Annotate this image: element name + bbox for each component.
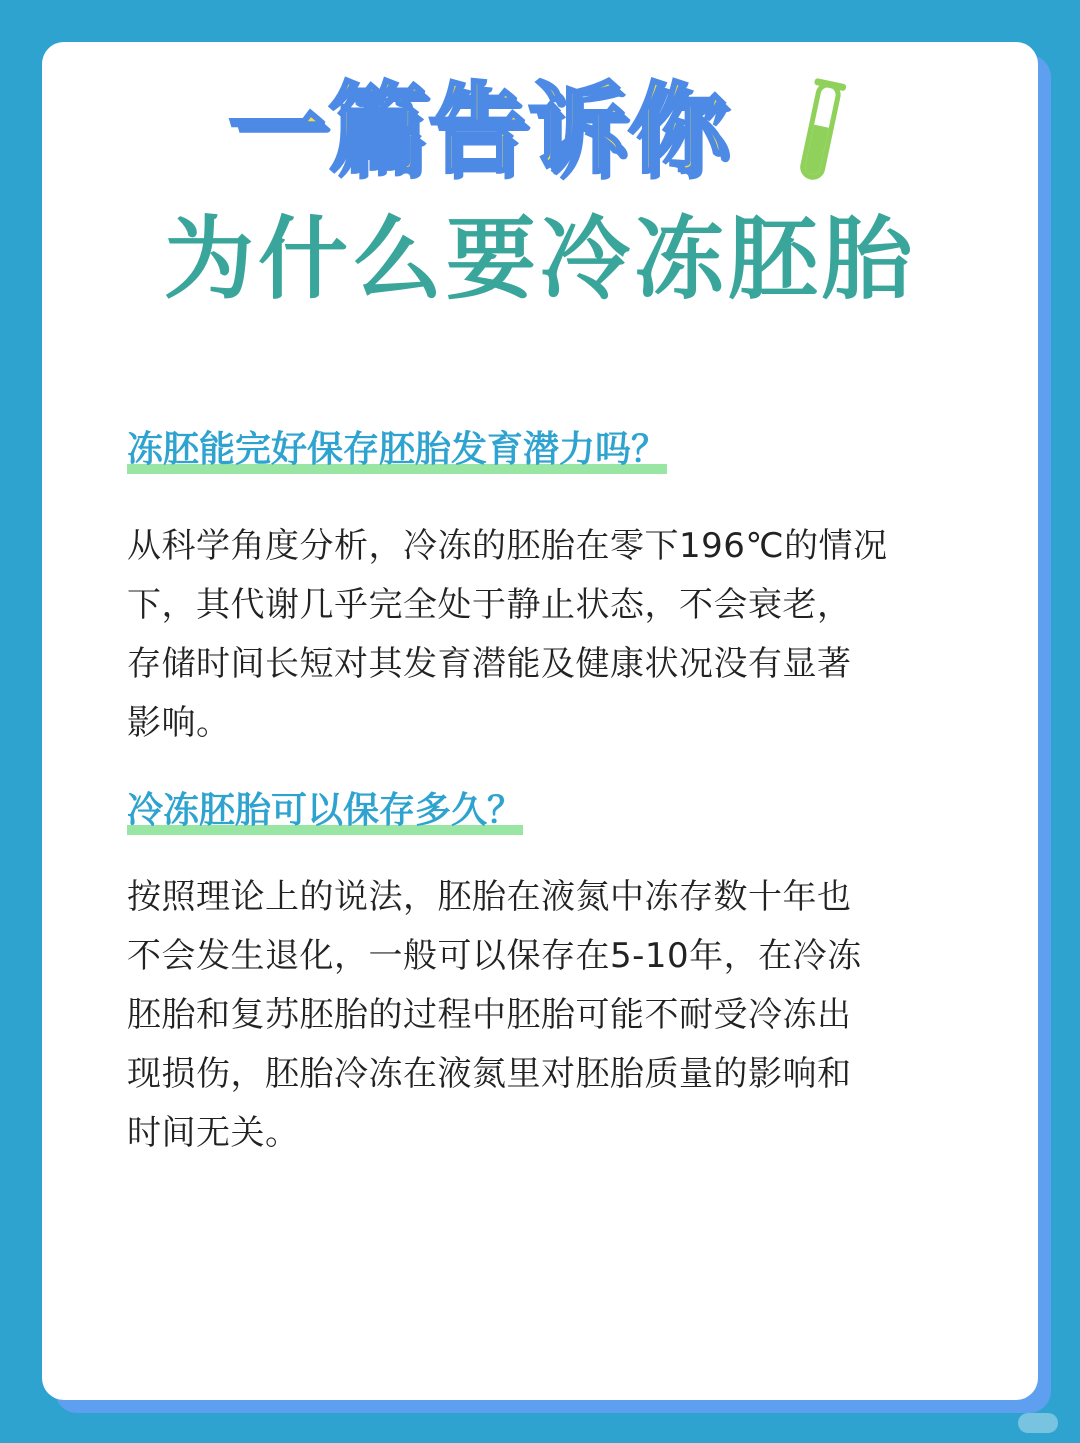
title-line-1 (228, 70, 728, 190)
paragraph-line: 影响。 (127, 703, 231, 743)
section-1-heading-text: 冻胚能完好保存胚胎发育潜力吗？ (127, 429, 668, 470)
paragraph-line: 时间无关。 (127, 1113, 300, 1153)
section-2-heading (127, 787, 523, 835)
paragraph-line: 不会发生退化，一般可以保存在5-10年，在冷冻 (127, 936, 862, 976)
paragraph-line: 下，其代谢几乎完全处于静止状态，不会衰老， (127, 585, 852, 625)
paragraph-line: 按照理论上的说法，胚胎在液氮中冻存数十年也 (127, 877, 852, 917)
paragraph-line: 存储时间长短对其发育潜能及健康状况没有显著 (127, 644, 852, 684)
title-line-1-text: 一篇告诉你 (228, 73, 729, 187)
section-1-paragraph (127, 517, 967, 753)
title-line-2: 为什么要冷冻胚胎 (164, 207, 916, 312)
test-tube-icon (790, 78, 850, 188)
paragraph-line: 现损伤，胚胎冷冻在液氮里对胚胎质量的影响和 (127, 1054, 852, 1094)
section-1-heading (127, 426, 667, 474)
watermark-badge (1018, 1413, 1058, 1433)
paragraph-line: 胚胎和复苏胚胎的过程中胚胎可能不耐受冷冻出 (127, 995, 852, 1035)
section-2-paragraph (127, 868, 967, 1163)
section-2-heading-text: 冷冻胚胎可以保存多久？ (127, 790, 524, 831)
paragraph-line: 从科学角度分析，冷冻的胚胎在零下196℃的情况 (127, 526, 888, 566)
